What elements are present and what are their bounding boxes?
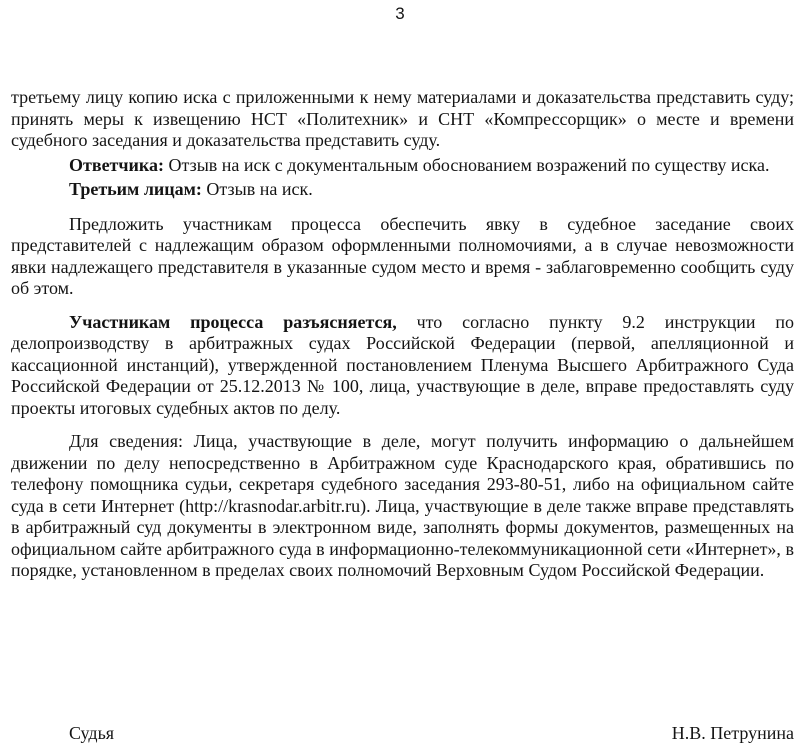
third-parties-text: Отзыв на иск. bbox=[201, 179, 313, 199]
clarification-text: что согласно пункту 9.2 инструкции по делопроизводству в арбитражных судах Российской Федерации (первой, апелляционной и кассационной инстанций), утвержденной постановлением Пленума Высшего Арбитражного Суда Российской Федерации от 25.12.2013 № 100, лица, участвующие в деле, вправе предоставлять суду проекты итоговых судебных актов по делу. bbox=[11, 311, 795, 418]
page-number: 3 bbox=[395, 4, 405, 23]
paragraph-third-party-duties: третьему лицу копию иска с приложенными к нему материалами и доказательства представить суду; принять меры к извещению НСТ «Политехник» и СНТ «Компрессорщик» о месте и времени судебного заседания и доказательства представить суду. bbox=[11, 87, 794, 150]
paragraph-information: Для сведения: Лица, участвующие в деле, могут получить информацию о дальнейшем движении по делу непосредственно в Арбитражном суде Краснодарского края, обратившись по телефону помощника судьи, секретаря судебного заседания 293-80-51, либо на официальном сайте суда в сети Интернет (http://krasnodar.arbitr.ru). Лица, участвующие в деле также вправе представлять в арбитражный суд документы в электронном виде, заполнять формы документов, размещенных на официальном сайте арбитражного суда в информационно-телекоммуникационной сети «Интернет», в порядке, установленном в пределах своих полномочий Верховным Судом Российской Федерации. bbox=[11, 431, 794, 580]
third-parties-label: Третьим лицам: bbox=[69, 179, 202, 199]
document-body bbox=[11, 87, 794, 582]
paragraph-attendance: Предложить участникам процесса обеспечить явку в судебное заседание своих представителей с надлежащим образом оформленными полномочиями, а в случае невозможности явки надлежащего представителя в указанные судом место и время - заблаговременно сообщить суду об этом. bbox=[11, 213, 794, 298]
judge-title: Судья bbox=[69, 723, 115, 743]
paragraph-defendant bbox=[11, 155, 794, 177]
defendant-label: Ответчика: bbox=[69, 154, 165, 175]
clarification-label: Участникам процесса разъясняется, bbox=[69, 311, 397, 332]
judge-name: Н.В. Петрунина bbox=[671, 723, 794, 743]
paragraph-third-parties bbox=[11, 179, 794, 201]
paragraph-clarification bbox=[11, 312, 794, 420]
defendant-text: Отзыв на иск с документальным обоснованием возражений по существу иска. bbox=[164, 154, 770, 175]
